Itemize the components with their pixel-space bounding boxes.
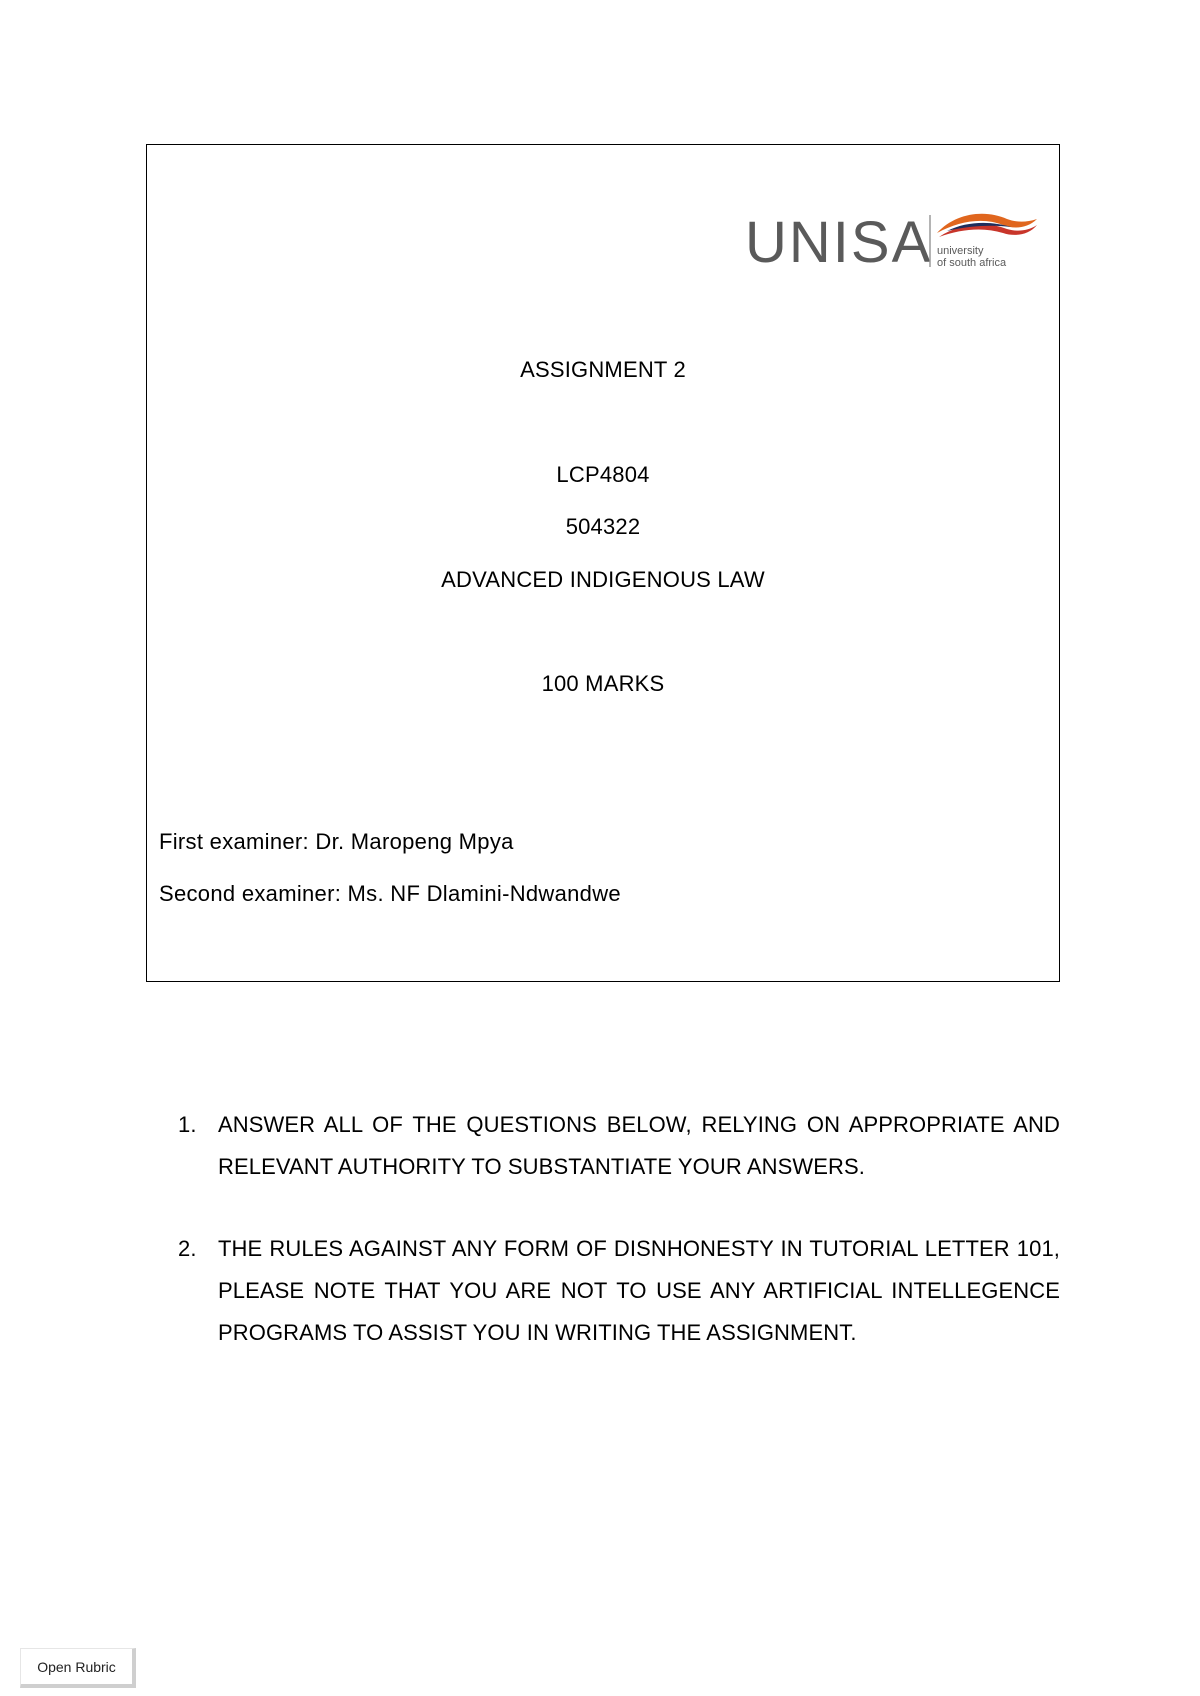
open-rubric-button[interactable]: Open Rubric — [20, 1648, 136, 1688]
cover-box — [146, 144, 1060, 982]
assignment-title: ASSIGNMENT 2 — [520, 357, 686, 382]
first-examiner: First examiner: Dr. Maropeng Mpya — [159, 829, 514, 854]
unique-number: 504322 — [565, 514, 641, 539]
unisa-logo — [745, 205, 1041, 275]
logo-tagline-2: of south africa — [937, 257, 1007, 269]
instruction-number: 1. — [178, 1112, 197, 1137]
instruction-text: ANSWER ALL OF THE QUESTIONS BELOW, RELYING ON APPROPRIATE AND RELEVANT AUTHORITY TO SUBSTANTIATE YOUR ANSWERS. — [218, 1112, 1060, 1179]
second-examiner: Second examiner: Ms. NF Dlamini-Ndwandwe — [159, 881, 621, 906]
instructions-list — [178, 1104, 1060, 1394]
logo-wordmark: UNISA — [745, 210, 933, 275]
module-name: ADVANCED INDIGENOUS LAW — [441, 567, 765, 592]
instruction-item — [178, 1104, 1060, 1188]
unisa-logo-graphic — [745, 205, 1041, 275]
logo-tagline-1: university — [937, 245, 984, 257]
module-code: LCP4804 — [556, 462, 650, 487]
instruction-item — [178, 1228, 1060, 1354]
total-marks: 100 MARKS — [541, 671, 665, 696]
instruction-number: 2. — [178, 1236, 197, 1261]
instruction-text: THE RULES AGAINST ANY FORM OF DISNHONESTY IN TUTORIAL LETTER 101, PLEASE NOTE THAT YOU ARE NOT TO USE ANY ARTIFICIAL INTELLEGENCE PROGRAMS TO ASSIST YOU IN WRITING THE ASSIGNMENT. — [218, 1236, 1060, 1345]
